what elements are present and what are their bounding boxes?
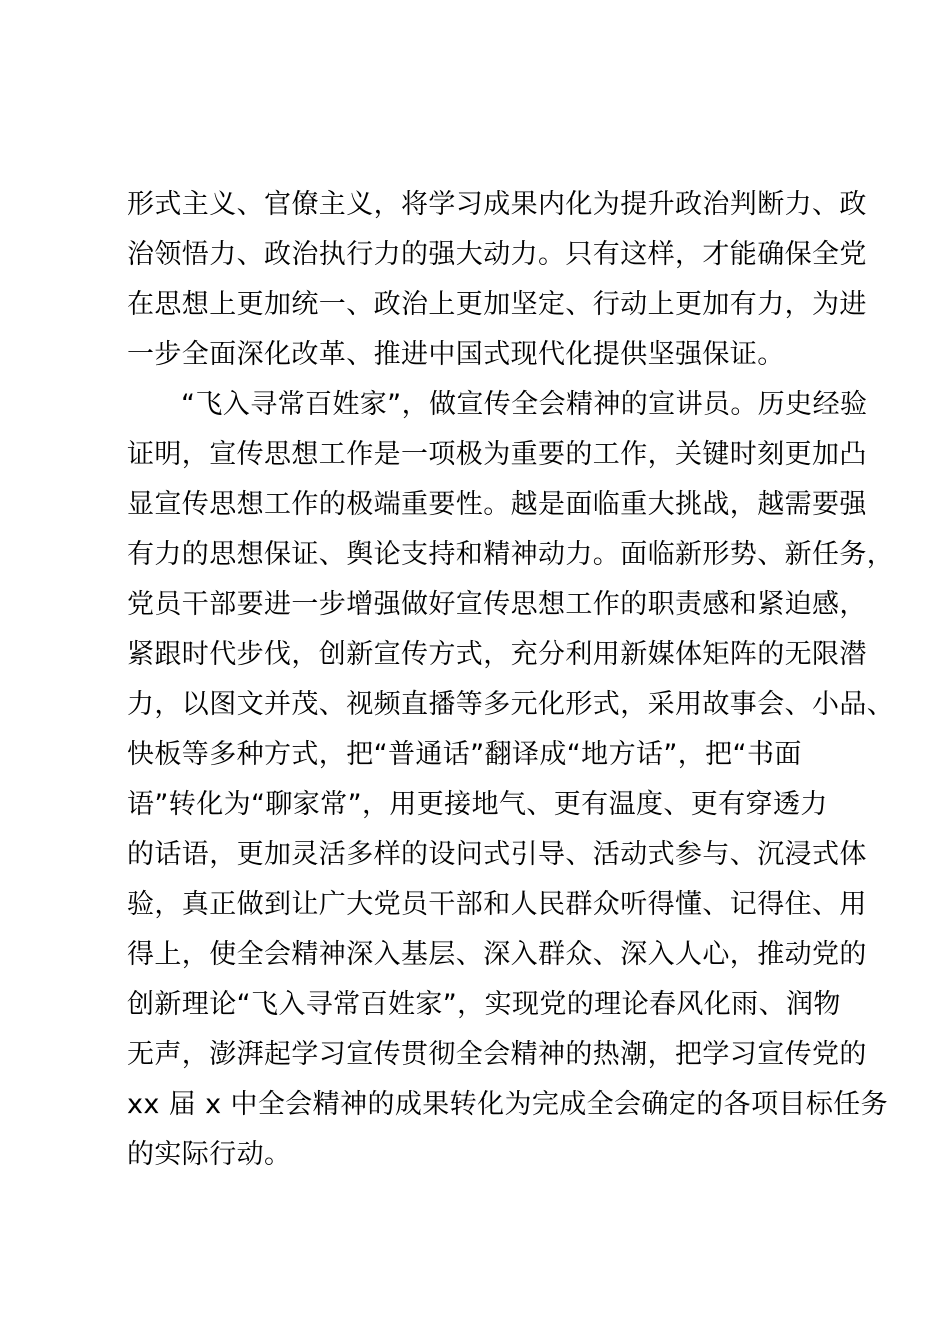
paragraph-line: 一步全面深化改革、推进中国式现代化提供坚强保证。 <box>127 339 785 370</box>
paragraph-line: 党员干部要进一步增强做好宣传思想工作的职责感和紧迫感， <box>127 589 867 620</box>
paragraph-line: xx 届 x 中全会精神的成果转化为完成全会确定的各项目标任务 <box>127 1089 889 1120</box>
paragraph-line: 创新理论“飞入寻常百姓家”，实现党的理论春风化雨、润物 <box>127 989 841 1020</box>
paragraph-line: 有力的思想保证、舆论支持和精神动力。面临新形势、新任务， <box>127 539 895 570</box>
paragraph-line: 无声，澎湃起学习宣传贯彻全会精神的热潮，把学习宣传党的 <box>127 1039 867 1070</box>
paragraph-line: 得上，使全会精神深入基层、深入群众、深入人心，推动党的 <box>127 939 867 970</box>
paragraph-line: 的话语，更加灵活多样的设问式引导、活动式参与、沉浸式体 <box>127 839 867 870</box>
paragraph-line: “飞入寻常百姓家”，做宣传全会精神的宣讲员。历史经验 <box>181 389 868 420</box>
paragraph-line: 形式主义、官僚主义，将学习成果内化为提升政治判断力、政 <box>127 189 867 220</box>
paragraph-line: 紧跟时代步伐，创新宣传方式，充分利用新媒体矩阵的无限潜 <box>127 639 867 670</box>
paragraph-line: 证明，宣传思想工作是一项极为重要的工作，关键时刻更加凸 <box>127 439 867 470</box>
paragraph-line: 力，以图文并茂、视频直播等多元化形式，采用故事会、小品、 <box>127 689 895 720</box>
paragraph-line: 快板等多种方式，把“普通话”翻译成“地方话”，把“书面 <box>127 739 802 770</box>
paragraph-line: 在思想上更加统一、政治上更加坚定、行动上更加有力，为进 <box>127 289 867 320</box>
paragraph-line: 语”转化为“聊家常”，用更接地气、更有温度、更有穿透力 <box>127 789 828 820</box>
paragraph-line: 治领悟力、政治执行力的强大动力。只有这样，才能确保全党 <box>127 239 867 270</box>
paragraph-line: 显宣传思想工作的极端重要性。越是面临重大挑战，越需要强 <box>127 489 867 520</box>
paragraph-line: 验，真正做到让广大党员干部和人民群众听得懂、记得住、用 <box>127 889 867 920</box>
paragraph-line: 的实际行动。 <box>127 1139 292 1170</box>
